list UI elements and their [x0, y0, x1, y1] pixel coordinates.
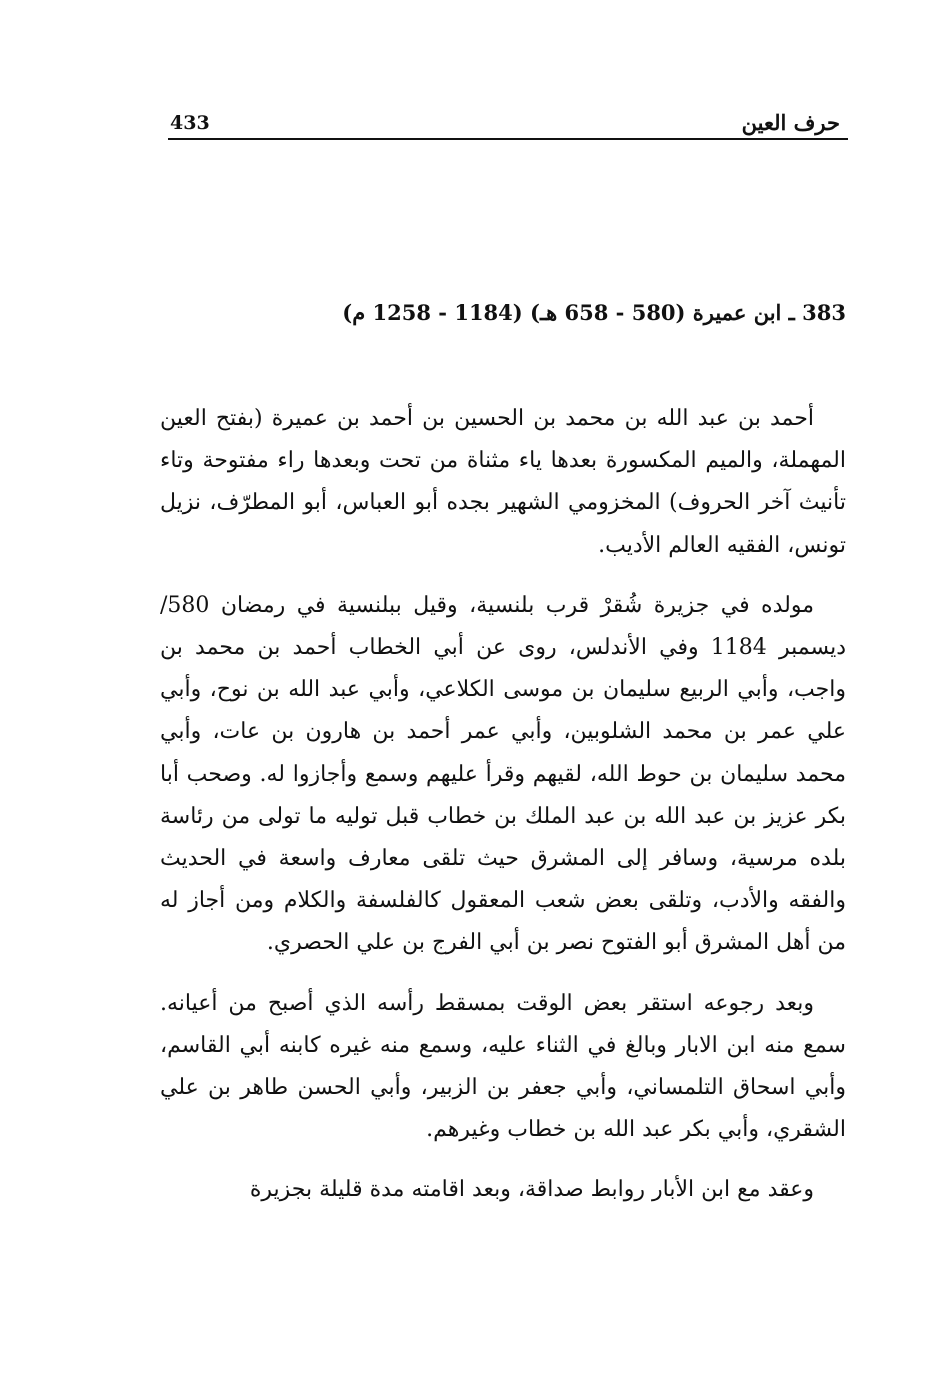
paragraph-1: أحمد بن عبد الله بن محمد بن الحسين بن أحمد بن عميرة (بفتح العين المهملة، والميم المكسورة بعدها ياء مثناة من تحت وبعدها راء مفتوحة وتاء تأنيث آخر الحروف) المخزومي الشهير بجده أبو العباس، أبو المطرّف، نزيل تونس، الفقيه العالم الأديب.: [160, 406, 846, 558]
paragraph-2: مولده في جزيرة شُقرْ قرب بلنسية، وقيل ببلنسية في رمضان 580/ديسمبر 1184 وفي الأندلس، روى عن أبي الخطاب أحمد بن محمد بن واجب، وأبي الربيع سليمان بن موسى الكلاعي، وأبي عبد الله بن نوح، وأبي علي عمر بن محمد الشلوبين، وأبي عمر أحمد بن هارون بن عات، وأبي محمد سليمان بن حوط الله، لقيهم وقرأ عليهم وسمع وأجازوا له. وصحب أبا بكر عزيز بن عبد الله بن عبد الملك بن خطاب قبل توليه ما تولى من رئاسة بلده مرسية، وسافر إلى المشرق حيث تلقى معارف واسعة في الحديث والفقه والأدب، وتلقى بعض شعب المعقول كالفلسفة والكلام ومن أجاز له من أهل المشرق أبو الفتوح نصر بن أبي الفرج بن علي الحصري.: [160, 592, 846, 956]
entry-body: [160, 398, 846, 1230]
running-title: حرف العين: [741, 110, 840, 135]
paragraph-3: وبعد رجوعه استقر بعض الوقت بمسقط رأسه الذي أصبح من أعيانه. سمع منه ابن الابار وبالغ في الثناء عليه، وسمع منه غيره كابنه أبي القاسم، وأبي اسحاق التلمساني، وأبي جعفر بن الزبير، وأبي الحسن طاهر بن علي الشقري، وأبي بكر عبد الله بن خطاب وغيرهم.: [160, 990, 846, 1143]
entry-title: 383 ـ ابن عميرة (580 - 658 هـ) (1184 - 1258 م): [342, 300, 846, 325]
paragraph-4: وعقد مع ابن الأبار روابط صداقة، وبعد اقامته مدة قليلة بجزيرة: [249, 1177, 814, 1203]
page-header: [168, 108, 848, 140]
page-number: 433: [170, 112, 210, 134]
